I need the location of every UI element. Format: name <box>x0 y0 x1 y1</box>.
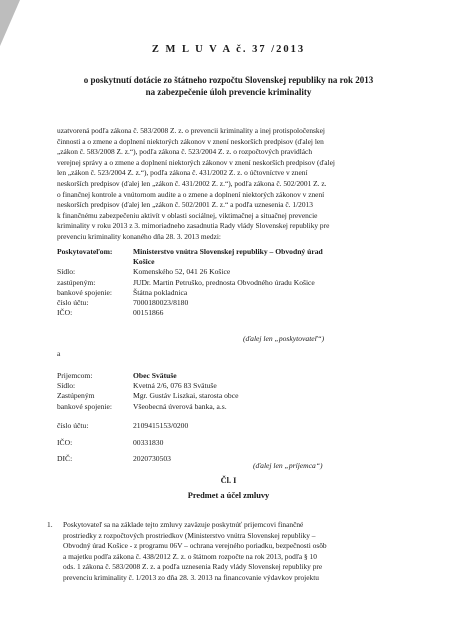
intro-line: neskorších predpisov (ďalej len „zákon č. 431/2002 Z. z.“), podľa zákona č. 502/2001 Z. z. <box>57 178 327 188</box>
field-label: IČO: <box>57 437 73 447</box>
clause-line: ods. 1 zákona č. 583/2008 Z. z. a podľa uznesenia Rady vlády Slovenskej republiky pre <box>63 562 323 571</box>
folded-corner <box>0 0 20 46</box>
field-label: číslo účtu: <box>57 297 89 307</box>
article-heading: Predmet a účel zmluvy <box>187 491 270 500</box>
subtitle-line: na zabezpečenie úloh prevencie kriminality <box>145 87 312 97</box>
clause-line: a majetku podľa zákona č. 438/2012 Z. z. o štátnom rozpočte na rok 2013, podľa § 10 <box>63 551 317 561</box>
provider-name-cont: Košice <box>133 257 155 267</box>
field-value: Štátna pokladnica <box>133 287 188 297</box>
intro-line: len „zákon č. 523/2004 Z. z.“), podľa zákona č. 431/2002 Z. z. o účtovníctve v znení <box>57 168 308 178</box>
intro-line: uzatvorená podľa zákona č. 583/2008 Z. z. o prevencii kriminality a inej protispoločenskej <box>57 126 325 135</box>
clause-line: Obvodný úrad Košice - z programu 06V – ochrana verejného poriadku, bezpečnosti osôb <box>63 541 327 550</box>
intro-line: neskorších predpisov (ďalej len „zákon č. 502/2001 Z. z.“ a podľa uznesenia č. 1/2013 <box>57 200 313 210</box>
field-label: bankové spojenie: <box>57 401 113 411</box>
field-value: Kvetná 2/6, 076 83 Svätuše <box>133 381 217 391</box>
field-label: bankové spojenie: <box>57 287 113 297</box>
field-label: IČO: <box>57 308 73 318</box>
field-label: Zastúpeným <box>57 391 95 401</box>
intro-line: kriminality v roku 2013 z 3. mimoriadneho zasadnutia Rady vlády Slovenskej republiky pre <box>57 221 330 231</box>
intro-line: k finančnému zabezpečeniu aktivít v oblasti sociálnej, viktimačnej a situačnej prevencie <box>57 210 318 220</box>
recipient-name: Obec Svätuše <box>133 371 177 380</box>
article-number: Čl. I <box>220 476 237 485</box>
field-value: 2020730503 <box>133 454 171 463</box>
clause-line: Poskytovateľ sa na základe tejto zmluvy zaväzuje poskytnúť prijemcovi finančné <box>63 520 304 529</box>
field-label: DIČ: <box>57 454 73 463</box>
field-value: 7000180023/8180 <box>133 297 189 307</box>
field-value: Komenského 52, 041 26 Košice <box>133 267 231 277</box>
provider-role-label: Poskytovateľom: <box>57 247 113 256</box>
clause-line: prevenciu kriminality č. 1/2013 zo dňa 28. 3. 2013 na financovanie výdavkov projektu <box>63 572 319 582</box>
intro-line: „zákon č. 583/2008 Z. z.“), podľa zákona č. 523/2004 Z. z. o rozpočtových pravidlách <box>57 147 313 157</box>
field-value: JUDr. Martin Petruško, prednosta Obvodného úradu Košice <box>133 277 315 287</box>
field-value: Mgr. Gustáv Liszkai, starosta obce <box>133 391 239 401</box>
field-value: 2109415153/0200 <box>133 421 189 430</box>
conjunction: a <box>57 349 61 358</box>
recipient-note: (ďalej len „príjemca“) <box>253 461 323 470</box>
intro-line: činnosti a o zmene a doplnení niektorých zákonov v znení neskorších predpisov (ďalej len <box>57 136 324 146</box>
clause-number: 1. <box>47 520 53 529</box>
intro-line: o finančnej kontrole a vnútornom audite a o zmene a doplnení niektorých zákonov v znení <box>57 189 325 199</box>
field-value: Všeobecná úverová banka, a.s. <box>133 401 227 411</box>
recipient-ids <box>57 418 399 468</box>
field-value: 00151866 <box>133 308 164 318</box>
provider-name: Ministerstvo vnútra Slovenskej republiky – Obvodný úrad <box>133 247 323 256</box>
field-label: Sídlo: <box>57 267 76 277</box>
recipient-role-label: Prijemcom: <box>57 371 93 380</box>
field-label: číslo účtu: <box>57 421 89 430</box>
provider-block <box>57 247 399 318</box>
field-label: Sídlo: <box>57 381 76 391</box>
field-label: zastúpeným: <box>57 277 96 287</box>
intro-line: prevenciu kriminality konaného dňa 28. 3. 2013 medzi: <box>57 231 221 241</box>
intro-line: verejnej správy a o zmene a doplnení niektorých zákonov v znení neskorších predpisov (ďalej <box>57 157 335 167</box>
subtitle-line: o poskytnutí dotácie zo štátneho rozpočtu Slovenskej republiky na rok 2013 <box>83 75 374 85</box>
recipient-block <box>57 371 399 412</box>
contract-title: Z M L U V A č. 37 /2013 <box>151 44 306 55</box>
clause-1 <box>47 520 399 583</box>
intro-paragraph <box>57 126 399 243</box>
clause-line: prostriedky z rozpočtových prostriedkov (Ministerstvo vnútra Slovenskej republiky – <box>63 530 316 540</box>
contract-subtitle <box>30 74 427 98</box>
provider-note: (ďalej len „poskytovateľ“) <box>243 334 325 343</box>
field-value: 00331830 <box>133 437 164 447</box>
